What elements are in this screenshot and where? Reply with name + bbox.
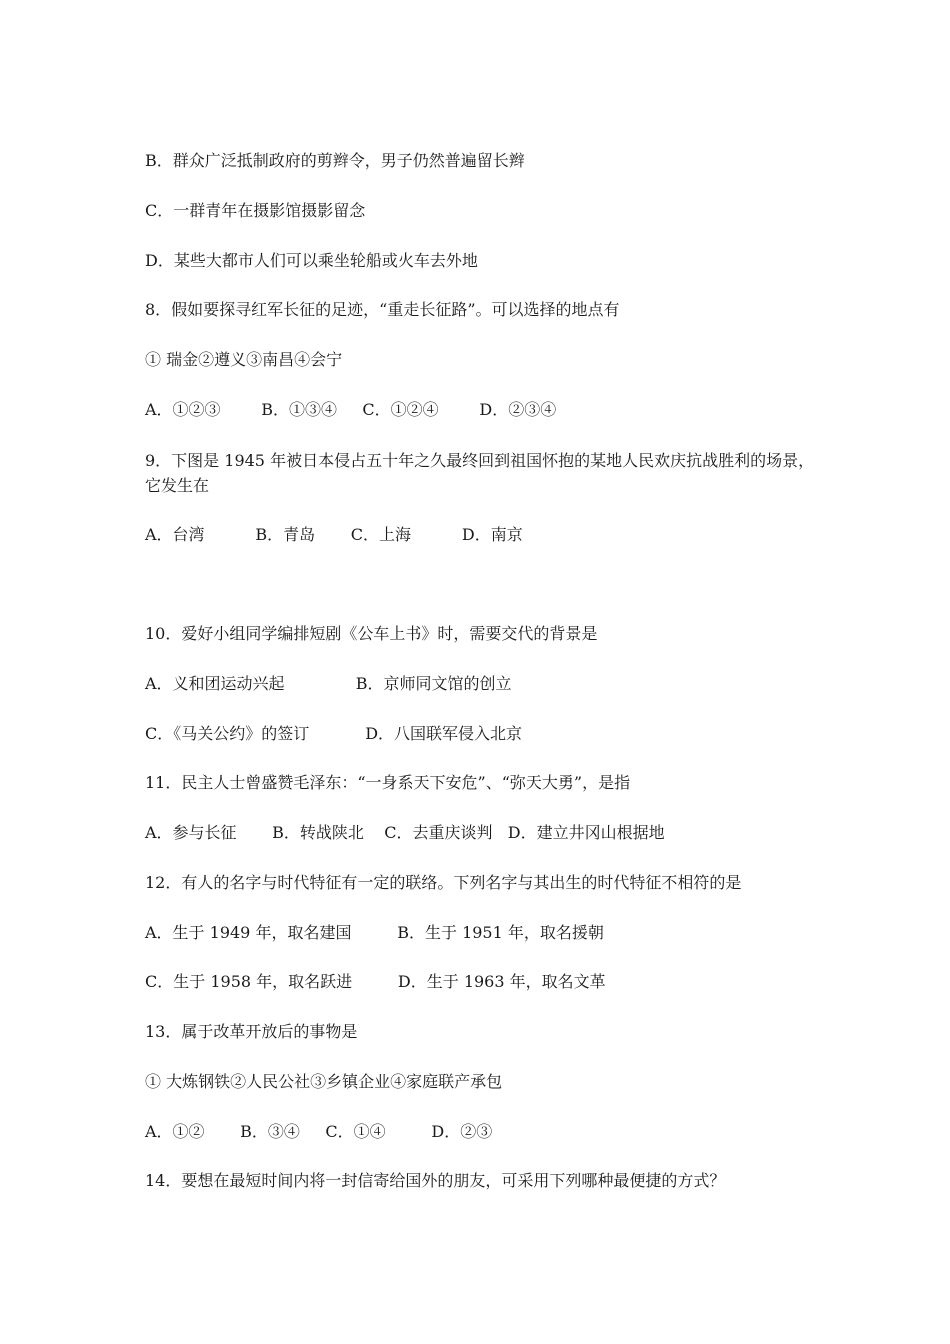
- option-c-q7: C．一群青年在摄影馆摄影留念: [145, 201, 366, 220]
- question-13-options: A．①② B．③④ C．①④ D．②③: [145, 1122, 493, 1141]
- question-9-options: A．台湾 B．青岛 C．上海 D．南京: [145, 525, 523, 544]
- question-12-options-cd: C．生于 1958 年，取名跃进 D．生于 1963 年，取名文革: [145, 972, 606, 991]
- question-12-options-ab: A．生于 1949 年，取名建国 B．生于 1951 年，取名援朝: [145, 923, 604, 942]
- question-8: 8．假如要探寻红军长征的足迹，“重走长征路”。可以选择的地点有: [145, 300, 620, 319]
- option-d-q7: D．某些大都市人们可以乘坐轮船或火车去外地: [145, 251, 478, 270]
- question-13-items: ① 大炼钢铁②人民公社③乡镇企业④家庭联产承包: [145, 1072, 503, 1091]
- question-8-options: A．①②③ B．①③④ C．①②④ D．②③④: [145, 400, 557, 419]
- question-14: 14．要想在最短时间内将一封信寄给国外的朋友，可采用下列哪种最便捷的方式？: [145, 1171, 726, 1190]
- question-13: 13．属于改革开放后的事物是: [145, 1022, 358, 1041]
- question-9: 9．下图是 1945 年被日本侵占五十年之久最终回到祖国怀抱的某地人民欢庆抗战胜利的场景，它发生在: [145, 451, 815, 495]
- question-10-options-ab: A．义和团运动兴起 B．京师同文馆的创立: [145, 674, 512, 693]
- option-b-q7: B．群众广泛抵制政府的剪辫令，男子仍然普遍留长辫: [145, 151, 525, 170]
- question-10-options-cd: C．《马关公约》的签订 D．八国联军侵入北京: [145, 724, 523, 743]
- question-10: 10．爱好小组同学编排短剧《公车上书》时，需要交代的背景是: [145, 624, 598, 643]
- question-8-items: ① 瑞金②遵义③南昌④会宁: [145, 350, 343, 369]
- question-11: 11．民主人士曾盛赞毛泽东：“一身系天下安危”、“弥天大勇”，是指: [145, 773, 631, 792]
- question-12: 12．有人的名字与时代特征有一定的联络。下列名字与其出生的时代特征不相符的是: [145, 873, 742, 892]
- question-11-options: A．参与长征 B．转战陕北 C．去重庆谈判 D．建立井冈山根据地: [145, 823, 665, 842]
